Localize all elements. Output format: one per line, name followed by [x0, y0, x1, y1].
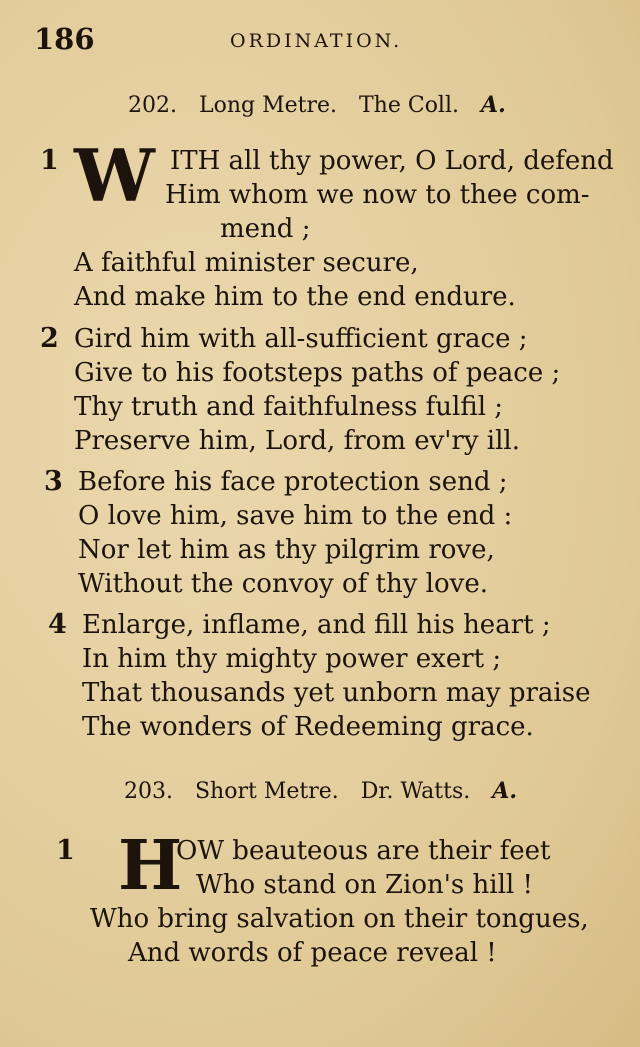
- verse-line: Who bring salvation on their tongues,: [90, 904, 589, 934]
- verse-number: 1: [56, 835, 75, 866]
- verse-line: Give to his footsteps paths of peace ;: [74, 358, 561, 388]
- verse-line: And words of peace reveal !: [128, 938, 497, 968]
- verse-number: 3: [44, 466, 63, 497]
- hymn-metre: Short Metre.: [194, 779, 339, 804]
- verse-number: 2: [40, 323, 59, 354]
- verse-line: ITH all thy power, O Lord, defend: [170, 146, 614, 176]
- drop-cap: W: [74, 133, 155, 218]
- hymn-202-heading: [128, 92, 506, 118]
- verse-line: Thy truth and faithfulness fulfil ;: [74, 392, 504, 422]
- hymn-author: The Coll.: [359, 93, 459, 118]
- verse-line: O love him, save him to the end :: [78, 501, 513, 531]
- hymn-203-heading: [124, 778, 517, 804]
- hymn-number: 202.: [128, 93, 177, 118]
- verse-line: Preserve him, Lord, from ev'ry ill.: [74, 426, 521, 456]
- verse-line: A faithful minister secure,: [74, 248, 419, 278]
- page-header: [0, 22, 640, 58]
- verse-line: In him thy mighty power exert ;: [82, 644, 502, 674]
- verse-line: Before his face protection send ;: [78, 467, 508, 497]
- verse-number: 4: [48, 609, 67, 640]
- drop-cap: H: [118, 826, 183, 906]
- verse-line: Enlarge, inflame, and fill his heart ;: [82, 610, 551, 640]
- verse-line: OW beauteous are their feet: [176, 836, 551, 866]
- verse-number: 1: [40, 145, 59, 176]
- verse-line: mend ;: [220, 214, 311, 244]
- hymn-number: 203.: [124, 779, 173, 804]
- verse-line: Nor let him as thy pilgrim rove,: [78, 535, 495, 565]
- hymn-author: Dr. Watts.: [360, 779, 471, 804]
- verse-line: Without the convoy of thy love.: [78, 569, 488, 599]
- verse-line: That thousands yet unborn may praise: [82, 678, 591, 708]
- verse-line: Him whom we now to thee com-: [165, 180, 590, 210]
- verse-line: The wonders of Redeeming grace.: [82, 712, 534, 742]
- page-number: 186: [34, 22, 95, 56]
- hymn-mark: A.: [481, 92, 506, 118]
- verse-line: Who stand on Zion's hill !: [196, 870, 533, 900]
- verse-line: And make him to the end endure.: [74, 282, 516, 312]
- verse-line: Gird him with all-sufficient grace ;: [74, 324, 528, 354]
- hymn-metre: Long Metre.: [198, 93, 337, 118]
- hymn-mark: A.: [492, 778, 517, 804]
- running-head: ORDINATION.: [230, 30, 403, 52]
